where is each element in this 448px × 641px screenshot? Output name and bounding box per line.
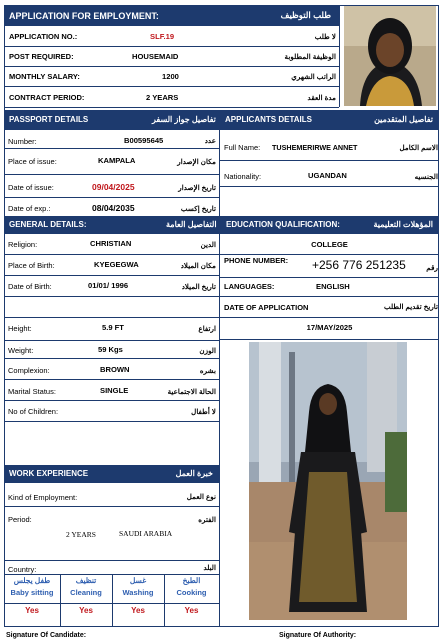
religion-value: CHRISTIAN <box>90 239 132 248</box>
marital-value: SINGLE <box>100 386 129 395</box>
height-label: Height: <box>8 324 32 333</box>
application-date-value: 17/MAY/2025 <box>306 323 353 332</box>
applicant-nat-value: UGANDAN <box>308 171 347 180</box>
weight-label: Weight: <box>8 346 34 355</box>
post-ar: الوظيفة المطلوبة <box>284 52 336 61</box>
country-ar: البلد <box>203 563 216 572</box>
passport-place-label: Place of issue: <box>8 157 57 166</box>
work-title-ar: خبرة العمل <box>175 469 213 478</box>
applicant-title: APPLICANTS DETAILS <box>225 115 312 124</box>
salary-value: 1200 <box>162 72 179 81</box>
applicant-nat-ar: الجنسيه <box>414 172 438 181</box>
portrait-photo <box>344 6 436 106</box>
passport-number-label: Number: <box>8 137 37 146</box>
phone-ar: رقم <box>426 263 438 272</box>
kind-ar: نوع العمل <box>186 492 216 501</box>
app-no-label: APPLICATION NO.: <box>9 32 78 41</box>
applicant-name-ar: الاسم الكامل <box>399 143 438 152</box>
skill-baby-sitting <box>4 576 60 615</box>
period-ar: الفتره <box>198 515 216 524</box>
post-label: POST REQUIRED: <box>9 52 74 61</box>
dob-label: Date of Birth: <box>8 282 52 291</box>
general-education-bar <box>4 216 439 234</box>
education-title: EDUCATION QUALIFICATION: <box>226 220 340 229</box>
phone-label: PHONE NUMBER: <box>224 256 289 265</box>
salary-label: MONTHLY SALARY: <box>9 72 80 81</box>
post-value: HOUSEMAID <box>132 52 179 61</box>
pob-ar: مكان الميلاد <box>180 261 216 270</box>
dob-ar: تاريخ الميلاد <box>181 282 216 291</box>
children-ar: لا أطفال <box>191 407 216 416</box>
religion-label: Religion: <box>8 240 38 249</box>
general-title-ar: التفاصيل العامة <box>166 220 217 229</box>
applicant-nat-label: Nationality: <box>224 172 262 181</box>
skill-ar: غسل <box>129 576 147 585</box>
period-label: Period: <box>8 515 32 524</box>
general-title: GENERAL DETAILS: <box>9 220 87 229</box>
period-value: 2 YEARS <box>66 530 96 539</box>
skill-washing <box>112 576 164 615</box>
education-title-ar: المؤهلات التعليمية <box>373 220 433 229</box>
complexion-label: Complexion: <box>8 366 50 375</box>
passport-issue-ar: تاريخ الإصدار <box>178 183 216 192</box>
header-title: APPLICATION FOR EMPLOYMENT: <box>9 11 159 21</box>
passport-place-ar: مكان الإصدار <box>177 157 216 166</box>
header-title-ar: طلب التوظيف <box>280 10 331 20</box>
app-no-value: SLF.19 <box>150 32 175 41</box>
weight-value: 59 Kgs <box>98 345 123 354</box>
skill-ar: الطبخ <box>182 576 201 585</box>
applicant-title-ar: تفاصيل المتقدمين <box>374 115 433 124</box>
skill-value: Yes <box>25 606 39 615</box>
passport-place-value: KAMPALA <box>98 156 136 165</box>
full-body-photo <box>249 342 407 620</box>
app-no-ar: لا طلب <box>314 32 336 41</box>
passport-title: PASSPORT DETAILS <box>9 115 89 124</box>
marital-ar: الحالة الاجتماعية <box>167 387 216 396</box>
passport-exp-label: Date of exp.: <box>8 204 51 213</box>
contract-label: CONTRACT PERIOD: <box>9 93 85 102</box>
portrait-image <box>344 6 436 106</box>
languages-value: ENGLISH <box>316 282 350 291</box>
skill-en: Cleaning <box>70 588 102 597</box>
dob-value: 01/01/ 1996 <box>88 281 129 290</box>
religion-ar: الدين <box>200 240 216 249</box>
passport-number-ar: عدد <box>204 136 216 145</box>
pob-value: KYEGEGWA <box>94 260 139 269</box>
skill-value: Yes <box>184 606 199 615</box>
passport-title-ar: تفاصيل جواز السفر <box>152 115 216 124</box>
children-label: No of Children: <box>8 407 59 416</box>
skill-ar: طفل يجلس <box>13 576 51 585</box>
skill-value: Yes <box>131 606 145 615</box>
skill-ar: تنظيف <box>75 576 97 585</box>
phone-value: +256 776 251235 <box>312 258 406 272</box>
contract-ar: مدة العقد <box>307 93 336 102</box>
work-bar <box>4 465 219 483</box>
height-value: 5.9 FT <box>102 323 124 332</box>
salary-ar: الراتب الشهري <box>291 72 336 81</box>
skill-en: Washing <box>122 588 154 597</box>
work-title: WORK EXPERIENCE <box>9 469 89 478</box>
kind-label: Kind of Employment: <box>8 493 78 502</box>
candidate-signature-label: Signature Of Candidate: <box>6 632 87 639</box>
passport-exp-ar: تاريخ إكسب <box>180 204 216 213</box>
height-ar: ارتفاع <box>198 324 216 333</box>
passport-exp-value: 08/04/2035 <box>92 203 135 213</box>
pob-label: Place of Birth: <box>8 261 55 270</box>
authority-signature-label: Signature Of Authority: <box>279 632 357 639</box>
complexion-value: BROWN <box>100 365 130 374</box>
skill-en: Baby sitting <box>10 588 54 597</box>
skill-value: Yes <box>79 606 93 615</box>
complexion-ar: بشره <box>199 366 216 375</box>
skill-en: Cooking <box>176 588 207 597</box>
passport-applicant-bar <box>4 110 439 130</box>
contract-value: 2 YEARS <box>146 93 179 102</box>
marital-label: Marital Status: <box>8 387 56 396</box>
applicant-name-value: TUSHEMERIRWE ANNET <box>272 143 358 152</box>
application-date-ar: تاريخ تقديم الطلب <box>383 302 438 311</box>
applicant-name-label: Full Name: <box>224 143 261 152</box>
education-level: COLLEGE <box>311 240 348 249</box>
application-date-label: DATE OF APPLICATION <box>224 303 309 312</box>
skill-cooking <box>164 576 219 615</box>
passport-issue-value: 09/04/2025 <box>92 182 135 192</box>
languages-label: LANGUAGES: <box>224 282 275 291</box>
passport-number-value: B00595645 <box>124 136 164 145</box>
full-body-image <box>249 342 407 620</box>
passport-issue-label: Date of issue: <box>8 183 54 192</box>
country-value: SAUDI ARABIA <box>119 529 173 538</box>
country-label: Country: <box>8 565 37 574</box>
header-bar <box>4 5 339 26</box>
skill-cleaning <box>60 576 112 615</box>
weight-ar: الوزن <box>199 346 216 355</box>
